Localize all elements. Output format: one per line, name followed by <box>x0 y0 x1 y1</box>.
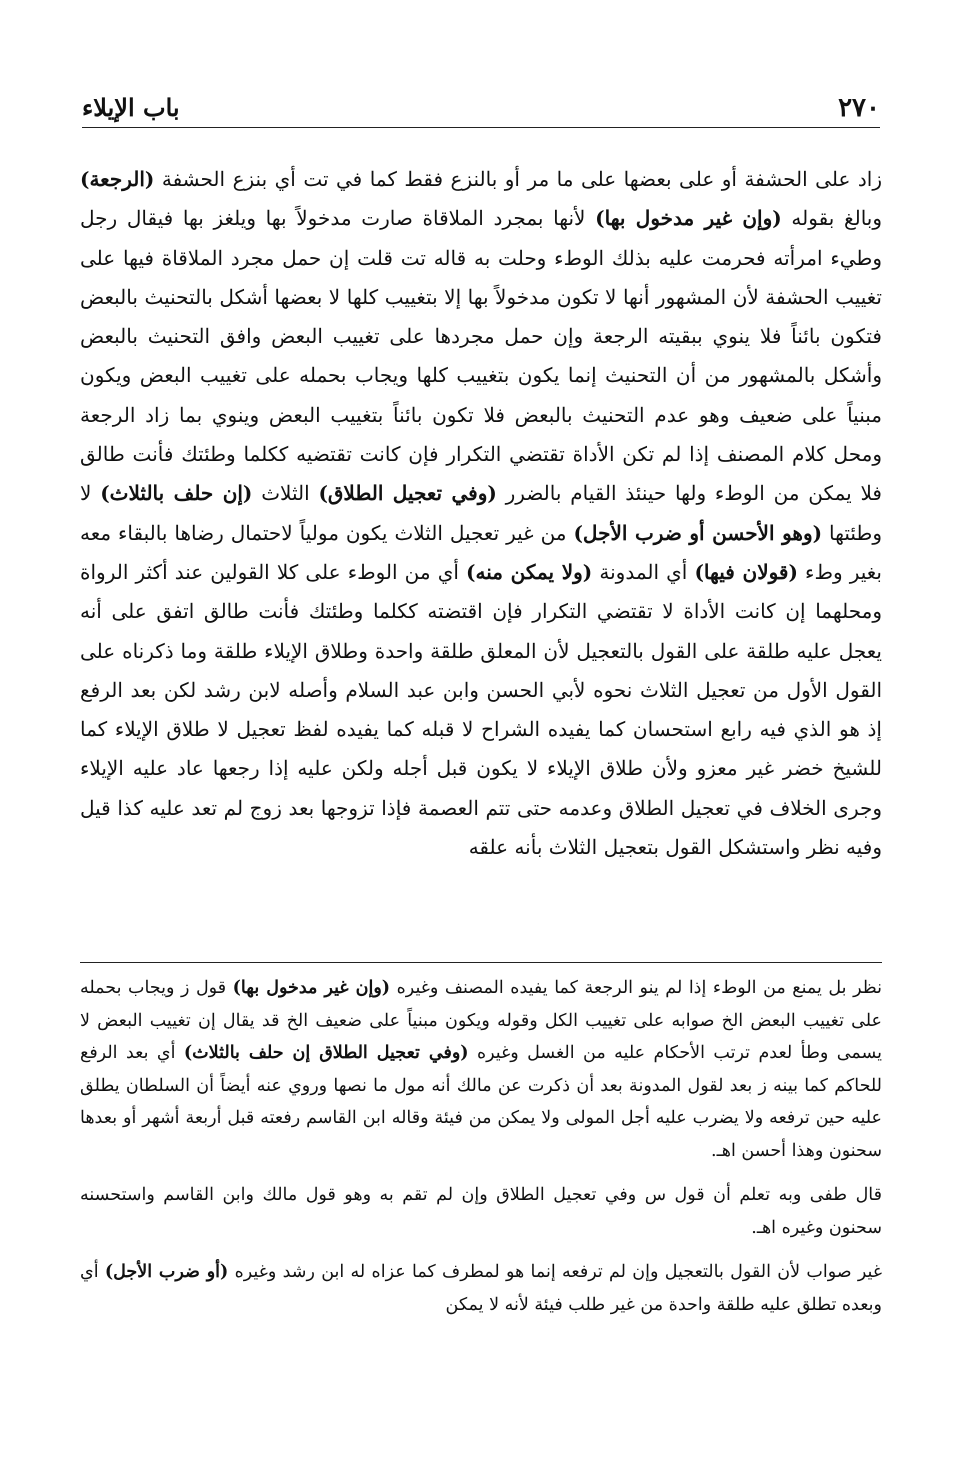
bold-term: (ولا يمكن منه) <box>466 559 593 584</box>
footnote-paragraph <box>80 1179 882 1244</box>
text-segment: أي وبعده تطلق عليه طلقة واحدة من غير طلب فيئة لأنه لا يمكن <box>80 1262 882 1315</box>
text-segment: زاد على الحشفة أو على بعضها على ما مر أو بالنزع فقط كما في تت أي بنزع الحشفة <box>154 167 882 191</box>
text-segment: غير صواب لأن القول بالتعجيل وإن لم ترفعه إنما هو لمطرف كما عزاه له ابن رشد وغيره <box>228 1262 882 1282</box>
text-segment: لا وطئتها <box>80 481 882 545</box>
bold-term: (الرجعة) <box>80 167 155 191</box>
bold-term: (وهو الأحسن أو ضرب الأجل) <box>573 520 823 545</box>
bold-term: (وفي تعجيل الطلاق) <box>318 481 497 506</box>
text-segment: أي المدونة <box>592 559 695 584</box>
text-segment: الثلاث <box>252 481 319 506</box>
main-paragraph <box>80 160 882 867</box>
text-segment: نظر بل يمنع من الوطء إذا لم ينو الرجعة كما يفيده المصنف وغيره <box>390 978 882 998</box>
footnotes <box>80 972 882 1333</box>
text-segment: وبالغ بقوله <box>781 206 883 231</box>
page-header <box>82 88 880 128</box>
text-segment: أي بعد الرفع للحاكم كما بينه ز بعد لقول المدونة بعد أن ذكرت عن مالك أنه مول ما نصها وروي عنه أيضاً أن السلطان يطلق عليه حين ترفعه ولا يضرب عليه أجل المولى ولا يمكن من فيئة وقاله ابن القاسم رفعته قبل أربعة أشهر أو بعدها سحنون وهذا أحسن اهـ. <box>80 1043 882 1161</box>
text-segment: قول ز ويجاب بحمله على تغييب البعض الخ صوابه على تغييب الكل وقوله ويكون مبنياً على ضعيف الخ قد يقال إن تغييب البعض لا يسمى وطأ لعدم ترتب الأحكام عليه من الغسل وغيره <box>80 978 882 1063</box>
page-number: ٢٧٠ <box>838 93 880 123</box>
header-rule <box>82 127 880 128</box>
text-segment: من غير تعجيل الثلاث يكون مولياً لاحتمال رضاها بالبقاء معه بغير وطء <box>80 520 882 584</box>
bold-term: (وإن غير مدخول بها) <box>232 978 391 998</box>
footnote-divider <box>80 962 882 963</box>
bold-term: (وإن غير مدخول بها) <box>595 206 782 231</box>
text-segment: أي من الوطء على كلا القولين عند أكثر الرواة ومحلهما إن كانت الأداة لا تقتضي التكرار فإن اقتضته ككلما وطئتك فأنت طالق اتفق على أنه يعجل عليه طلقة على القول بالتعجيل لأن المعلق طلقة واحدة وطلاق الإيلاء طلقة وما ذكرناه على القول الأول من تعجيل الثلاث نحوه لأبي الحسن وابن عبد السلام وأصله لابن رشد لكن بعد الرفع إذ هو الذي فيه رابع استحسان كما يفيده الشراح لا قبله كما يفيده لفظ تعجيل لا طلاق الإيلاء كما للشيخ خضر غير معزو ولأن طلاق الإيلاء لا يكون قبل أجله ولكن عليه إذا رجعها عاد عليه الإيلاء وجرى الخلاف في تعجيل الطلاق وعدمه حتى تتم العصمة فإذا تزوجها بعد زوج لم تعد عليه كذا قيل وفيه نظر واستشكل القول بتعجيل الثلاث بأنه علقه <box>80 559 882 860</box>
running-title: باب الإيلاء <box>82 93 180 122</box>
text-segment: لأنها بمجرد الملاقاة صارت مدخولاً بها ويلغز بها فيقال رجل وطيء امرأته فحرمت عليه بذلك الوطء وحلت به قاله تت قلت إن حمل مجرد الملاقاة فيها على تغييب الحشفة لأن المشهور أنها لا تكون مدخولاً بها إلا بتغييب كلها لا بعضها أشكل بالتحنيث بالبعض فتكون بائناً فلا ينوي ببقيته الرجعة وإن حمل مجردها على تغييب البعض وافق التحنيث بالبعض وأشكل بالمشهور من أن التحنيث إنما يكون بتغييب كلها ويجاب بحمله على تغييب البعض ويكون مبنياً على ضعيف وهو عدم التحنيث بالبعض فلا تكون بائناً بتغييب البعض وينوي بما زاد الرجعة ومحل كلام المصنف إذا لم تكن الأداة تقتضي التكرار فإن كانت تقتضيه ككلما وطئتك فأنت طالق فلا يمكن من الوطء ولها حينئذ القيام بالضرر <box>80 206 882 506</box>
text-segment: قال طفى وبه تعلم أن قول س وفي تعجيل الطلاق وإن لم تقم به وهو قول مالك وابن القاسم واستحسنه سحنون وغيره اهـ. <box>80 1185 882 1238</box>
bold-term: (قولان فيها) <box>694 559 798 584</box>
main-text <box>80 160 882 867</box>
bold-term: (أو ضرب الأجل) <box>104 1262 229 1282</box>
footnote-paragraph <box>80 1256 882 1321</box>
bold-term: (وفي تعجيل الطلاق إن حلف بالثلاث) <box>183 1043 469 1063</box>
footnote-paragraph <box>80 972 882 1167</box>
bold-term: (إن حلف بالثلاث) <box>100 481 253 506</box>
